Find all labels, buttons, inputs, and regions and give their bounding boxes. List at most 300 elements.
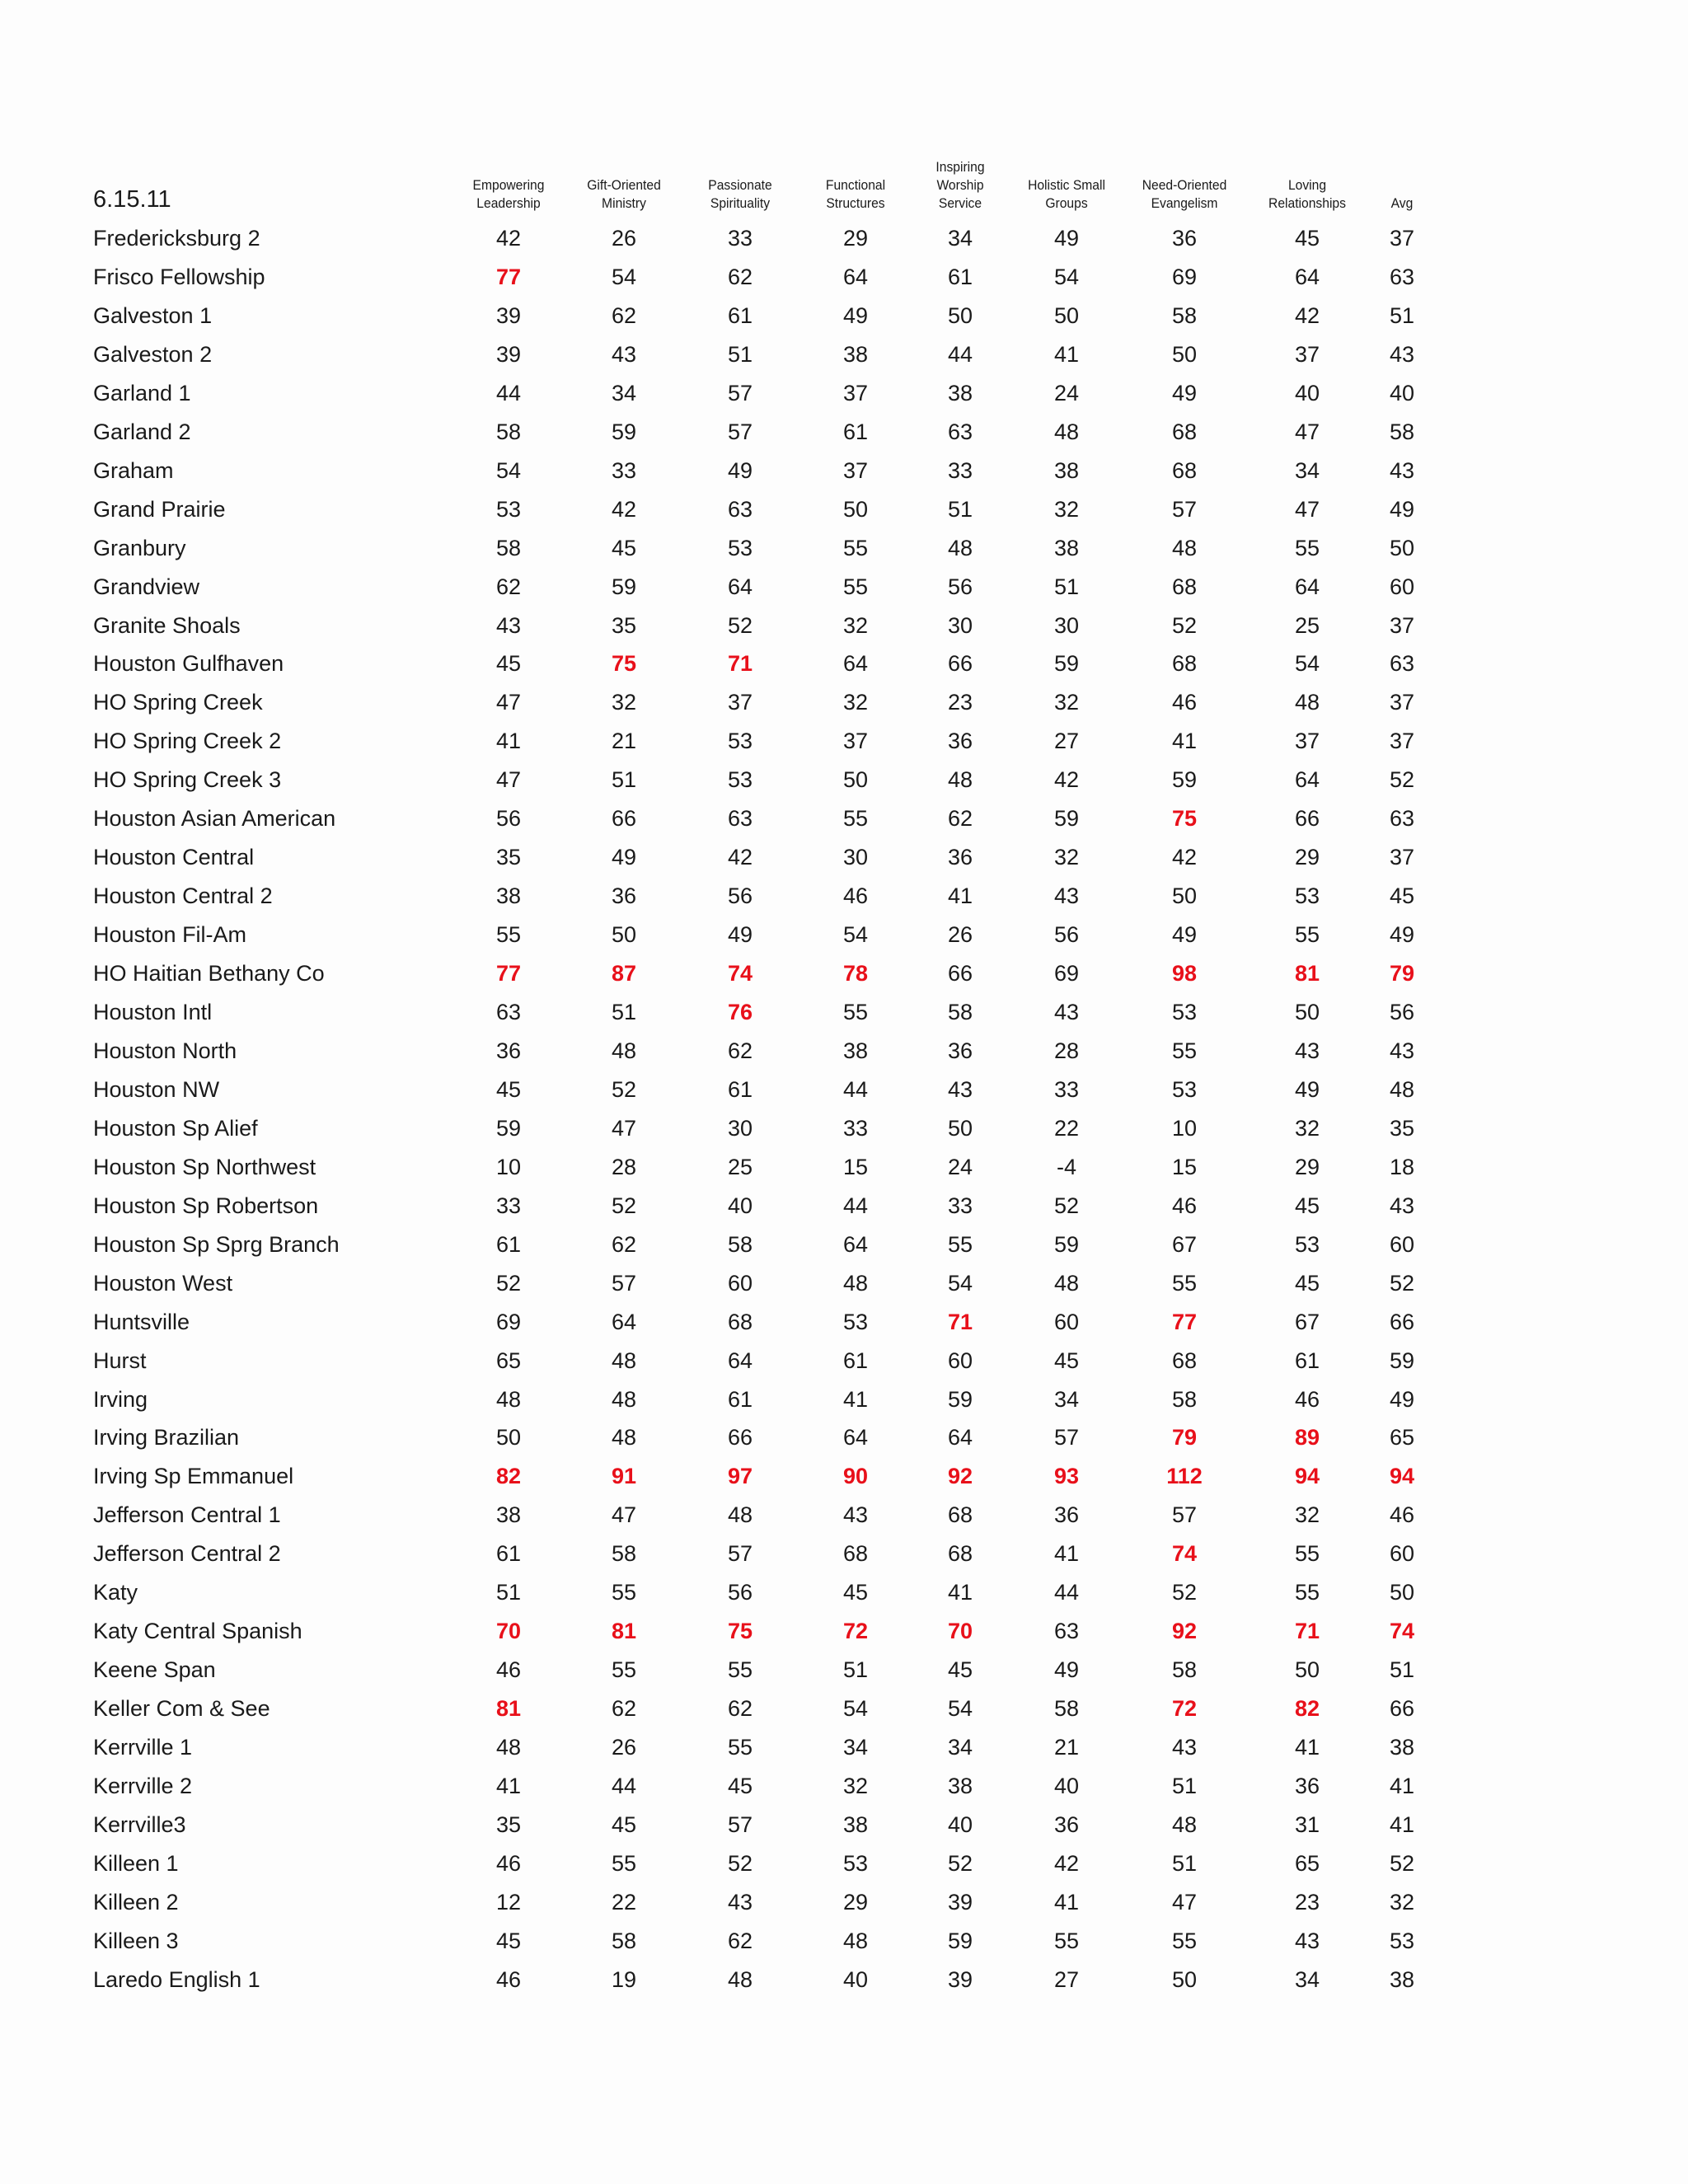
score-cell: 51 [947, 496, 973, 522]
avg-cell: 37 [1389, 690, 1415, 715]
score-cell: 51 [1053, 574, 1080, 599]
score-cell: 66 [727, 1425, 753, 1451]
score-cell: 53 [1171, 1076, 1198, 1102]
row-name: Kerrville 1 [93, 1735, 193, 1760]
score-cell: 59 [495, 1115, 522, 1141]
score-cell: 50 [947, 302, 973, 328]
score-cell: 43 [1171, 1735, 1198, 1760]
row-name: Hurst [93, 1347, 147, 1373]
score-cell: 42 [1294, 302, 1320, 328]
score-cell: 48 [1294, 690, 1320, 715]
score-cell: 27 [1053, 729, 1080, 754]
score-cell: 50 [611, 922, 637, 948]
avg-cell: 35 [1389, 1115, 1415, 1141]
score-cell: 36 [947, 1038, 973, 1063]
row-name: Fredericksburg 2 [93, 226, 260, 251]
score-cell: 47 [495, 767, 522, 793]
avg-cell: 94 [1389, 1464, 1415, 1489]
score-cell: 32 [842, 690, 869, 715]
score-cell: 90 [842, 1464, 869, 1489]
score-cell: 64 [1294, 767, 1320, 793]
score-cell: 44 [947, 341, 973, 367]
score-cell: 43 [947, 1076, 973, 1102]
score-cell: 63 [495, 1000, 522, 1024]
score-cell: 98 [1171, 961, 1198, 987]
score-cell: 92 [1171, 1619, 1198, 1644]
score-cell: 58 [611, 1541, 637, 1567]
score-cell: 53 [495, 496, 522, 522]
score-cell: 66 [947, 961, 973, 987]
avg-cell: 46 [1389, 1502, 1415, 1528]
score-cell: 32 [842, 1774, 869, 1798]
score-cell: 66 [611, 806, 637, 832]
score-cell: 37 [842, 380, 869, 405]
score-cell: 48 [495, 1386, 522, 1412]
score-cell: 43 [611, 341, 637, 367]
score-cell: 61 [495, 1231, 522, 1257]
column-header: Empowering Leadership [472, 177, 545, 211]
score-cell: 62 [611, 302, 637, 328]
score-cell: 62 [727, 1928, 753, 1953]
row-name: HO Spring Creek 3 [93, 767, 282, 793]
score-cell: 54 [611, 264, 637, 289]
score-cell: 29 [842, 226, 869, 251]
score-cell: 55 [1053, 1928, 1080, 1953]
score-cell: 15 [1171, 1154, 1198, 1179]
score-cell: 49 [1294, 1076, 1320, 1102]
score-cell: 58 [1171, 1386, 1198, 1412]
score-cell: 32 [1053, 496, 1080, 522]
score-cell: 48 [495, 1735, 522, 1760]
score-cell: 62 [727, 264, 753, 289]
score-cell: 58 [495, 419, 522, 444]
score-cell: 33 [947, 1193, 973, 1218]
score-cell: 43 [1053, 883, 1080, 909]
avg-cell: 43 [1389, 457, 1415, 483]
score-cell: 54 [947, 1270, 973, 1296]
avg-cell: 52 [1389, 767, 1415, 793]
score-cell: 61 [727, 1386, 753, 1412]
score-cell: 50 [1294, 1657, 1320, 1683]
score-cell: 64 [727, 1347, 753, 1373]
score-cell: 41 [842, 1386, 869, 1412]
score-cell: 24 [947, 1154, 973, 1179]
score-cell: 45 [947, 1657, 973, 1683]
row-name: Houston Fil-Am [93, 922, 247, 948]
row-name: Kerrville3 [93, 1811, 186, 1837]
score-cell: 48 [1171, 1811, 1198, 1837]
score-cell: 50 [1171, 883, 1198, 909]
column-header: Functional Structures [825, 177, 886, 211]
row-name: Keller Com & See [93, 1696, 270, 1722]
score-cell: 45 [611, 1811, 637, 1837]
avg-cell: 43 [1389, 341, 1415, 367]
column-header: Gift-Oriented Ministry [587, 177, 661, 211]
score-cell: 53 [727, 767, 753, 793]
avg-cell: 52 [1389, 1270, 1415, 1296]
row-name: Houston Central [93, 845, 255, 870]
score-cell: 24 [1053, 380, 1080, 405]
score-cell: 58 [1171, 1657, 1198, 1683]
score-cell: 45 [1053, 1347, 1080, 1373]
score-cell: 63 [727, 806, 753, 832]
score-cell: 53 [1171, 1000, 1198, 1024]
score-cell: 32 [1053, 690, 1080, 715]
score-cell: 56 [1053, 922, 1080, 948]
score-cell: 55 [947, 1231, 973, 1257]
avg-cell: 63 [1389, 651, 1415, 677]
score-cell: 56 [727, 883, 753, 909]
score-cell: 32 [611, 690, 637, 715]
score-cell: 46 [495, 1850, 522, 1876]
score-cell: 52 [1171, 1580, 1198, 1605]
row-name: Garland 2 [93, 419, 191, 444]
score-cell: 51 [727, 341, 753, 367]
score-cell: 35 [495, 845, 522, 870]
score-cell: 46 [1294, 1386, 1320, 1412]
row-name: HO Spring Creek 2 [93, 729, 282, 754]
score-cell: 61 [842, 1347, 869, 1373]
score-cell: 81 [495, 1696, 522, 1722]
row-name: Granbury [93, 535, 186, 560]
row-name: Grandview [93, 574, 200, 599]
avg-cell: 37 [1389, 226, 1415, 251]
score-cell: 36 [947, 729, 973, 754]
score-cell: 93 [1053, 1464, 1080, 1489]
score-cell: 40 [842, 1966, 869, 1992]
score-cell: 33 [1053, 1076, 1080, 1102]
score-cell: 55 [495, 922, 522, 948]
score-cell: 50 [842, 496, 869, 522]
score-cell: 40 [727, 1193, 753, 1218]
score-cell: 55 [1294, 535, 1320, 560]
avg-cell: 32 [1389, 1889, 1415, 1915]
score-cell: 58 [611, 1928, 637, 1953]
score-cell: 55 [1171, 1038, 1198, 1063]
row-name: Granite Shoals [93, 612, 241, 638]
score-cell: 44 [495, 380, 522, 405]
avg-cell: 66 [1389, 1696, 1415, 1722]
row-name: Jefferson Central 1 [93, 1502, 281, 1528]
score-cell: 41 [495, 729, 522, 754]
score-cell: 50 [947, 1115, 973, 1141]
score-cell: 47 [1171, 1889, 1198, 1915]
score-cell: 68 [947, 1502, 973, 1528]
score-cell: 42 [611, 496, 637, 522]
score-cell: 59 [1053, 1231, 1080, 1257]
score-cell: 63 [1053, 1619, 1080, 1644]
score-cell: 55 [611, 1657, 637, 1683]
score-cell: 42 [1053, 1850, 1080, 1876]
column-header: Avg [1390, 195, 1414, 211]
score-cell: 35 [495, 1811, 522, 1837]
score-cell: 25 [1294, 612, 1320, 638]
score-cell: 52 [727, 612, 753, 638]
score-cell: 55 [1294, 1580, 1320, 1605]
score-cell: 38 [842, 1038, 869, 1063]
score-cell: 26 [611, 226, 637, 251]
score-cell: 55 [1294, 922, 1320, 948]
score-cell: 68 [1171, 651, 1198, 677]
score-cell: 51 [842, 1657, 869, 1683]
score-cell: 66 [1294, 806, 1320, 832]
score-cell: 50 [495, 1425, 522, 1451]
avg-cell: 51 [1389, 302, 1415, 328]
score-cell: 45 [1294, 1193, 1320, 1218]
score-cell: 77 [495, 961, 522, 987]
score-cell: 91 [611, 1464, 637, 1489]
score-cell: 43 [727, 1889, 753, 1915]
score-cell: 47 [495, 690, 522, 715]
avg-cell: 41 [1389, 1811, 1415, 1837]
avg-cell: 79 [1389, 961, 1415, 987]
score-cell: 43 [1294, 1928, 1320, 1953]
score-cell: 45 [842, 1580, 869, 1605]
score-cell: 41 [1053, 1889, 1080, 1915]
score-cell: 36 [1053, 1502, 1080, 1528]
row-name: HO Haitian Bethany Co [93, 961, 325, 987]
row-name: Killeen 2 [93, 1889, 179, 1915]
score-cell: 64 [1294, 264, 1320, 289]
score-cell: 40 [947, 1811, 973, 1837]
score-cell: 57 [1171, 1502, 1198, 1528]
score-cell: 54 [842, 1696, 869, 1722]
row-name: Graham [93, 457, 174, 483]
avg-cell: 41 [1389, 1774, 1415, 1798]
score-cell: 70 [947, 1619, 973, 1644]
avg-cell: 43 [1389, 1038, 1415, 1063]
score-cell: 33 [842, 1115, 869, 1141]
score-cell: 64 [842, 1231, 869, 1257]
score-cell: 22 [1053, 1115, 1080, 1141]
avg-cell: 37 [1389, 845, 1415, 870]
score-cell: 21 [611, 729, 637, 754]
avg-cell: 40 [1389, 380, 1415, 405]
score-cell: 43 [842, 1502, 869, 1528]
score-cell: 51 [611, 767, 637, 793]
score-cell: 64 [842, 651, 869, 677]
score-cell: 45 [495, 1928, 522, 1953]
score-cell: 77 [1171, 1309, 1198, 1334]
score-cell: 62 [495, 574, 522, 599]
score-cell: 38 [1053, 535, 1080, 560]
score-cell: 52 [947, 1850, 973, 1876]
score-cell: 34 [1294, 457, 1320, 483]
score-cell: 45 [495, 1076, 522, 1102]
score-cell: 55 [1171, 1928, 1198, 1953]
score-cell: 62 [611, 1696, 637, 1722]
score-cell: 44 [842, 1076, 869, 1102]
score-cell: 57 [727, 380, 753, 405]
score-cell: 55 [842, 806, 869, 832]
score-cell: 38 [1053, 457, 1080, 483]
score-cell: 42 [727, 845, 753, 870]
avg-cell: 59 [1389, 1347, 1415, 1373]
row-name: Galveston 1 [93, 302, 213, 328]
score-cell: 49 [1171, 922, 1198, 948]
sheet-date: 6.15.11 [93, 186, 171, 213]
score-cell: 41 [1053, 1541, 1080, 1567]
score-cell: 19 [611, 1966, 637, 1992]
score-cell: 43 [495, 612, 522, 638]
score-cell: 53 [842, 1850, 869, 1876]
score-cell: 28 [1053, 1038, 1080, 1063]
avg-cell: 49 [1389, 922, 1415, 948]
score-cell: 55 [1171, 1270, 1198, 1296]
score-cell: 36 [1171, 226, 1198, 251]
score-cell: 49 [1053, 1657, 1080, 1683]
score-cell: 81 [1294, 961, 1320, 987]
score-cell: 47 [1294, 419, 1320, 444]
score-cell: 59 [611, 574, 637, 599]
score-cell: 65 [1294, 1850, 1320, 1876]
avg-cell: 66 [1389, 1309, 1415, 1334]
row-name: Killeen 3 [93, 1928, 179, 1953]
row-name: Huntsville [93, 1309, 190, 1334]
avg-cell: 37 [1389, 612, 1415, 638]
score-cell: 54 [947, 1696, 973, 1722]
score-cell: 75 [727, 1619, 753, 1644]
score-cell: 69 [495, 1309, 522, 1334]
score-cell: 74 [1171, 1541, 1198, 1567]
score-cell: 62 [727, 1696, 753, 1722]
score-cell: 97 [727, 1464, 753, 1489]
score-cell: 55 [727, 1657, 753, 1683]
score-cell: 36 [947, 845, 973, 870]
row-name: Grand Prairie [93, 496, 226, 522]
score-cell: 38 [947, 380, 973, 405]
score-cell: 61 [727, 1076, 753, 1102]
score-cell: 60 [1053, 1309, 1080, 1334]
score-cell: 51 [495, 1580, 522, 1605]
score-cell: 15 [842, 1154, 869, 1179]
score-cell: 12 [495, 1889, 522, 1915]
score-cell: 72 [1171, 1696, 1198, 1722]
score-cell: 61 [842, 419, 869, 444]
column-header: Inspiring Worship Service [935, 159, 985, 211]
avg-cell: 43 [1389, 1193, 1415, 1218]
score-cell: 38 [842, 1811, 869, 1837]
score-cell: 75 [1171, 806, 1198, 832]
score-cell: 53 [1294, 883, 1320, 909]
score-cell: 39 [947, 1966, 973, 1992]
avg-cell: 58 [1389, 419, 1415, 444]
score-cell: 23 [947, 690, 973, 715]
score-cell: 25 [727, 1154, 753, 1179]
row-name: Irving [93, 1386, 148, 1412]
score-cell: 71 [947, 1309, 973, 1334]
score-cell: 27 [1053, 1966, 1080, 1992]
score-cell: 55 [842, 574, 869, 599]
score-cell: 49 [1171, 380, 1198, 405]
avg-cell: 56 [1389, 1000, 1415, 1024]
score-cell: 29 [1294, 1154, 1320, 1179]
score-cell: 55 [842, 535, 869, 560]
score-cell: 64 [842, 264, 869, 289]
row-name: Katy [93, 1580, 138, 1605]
score-cell: 34 [842, 1735, 869, 1760]
score-cell: -4 [1056, 1154, 1076, 1179]
avg-cell: 45 [1389, 883, 1415, 909]
score-cell: 37 [842, 457, 869, 483]
score-cell: 71 [1294, 1619, 1320, 1644]
score-cell: 33 [495, 1193, 522, 1218]
column-header: Passionate Spirituality [708, 177, 772, 211]
score-cell: 39 [495, 341, 522, 367]
score-cell: 57 [727, 1541, 753, 1567]
score-cell: 34 [947, 226, 973, 251]
score-cell: 32 [1294, 1115, 1320, 1141]
score-cell: 74 [727, 961, 753, 987]
score-cell: 45 [495, 651, 522, 677]
score-cell: 46 [842, 883, 869, 909]
score-cell: 82 [1294, 1696, 1320, 1722]
column-header: Holistic Small Groups [1028, 177, 1105, 211]
score-cell: 52 [611, 1193, 637, 1218]
score-cell: 61 [495, 1541, 522, 1567]
row-name: Houston Intl [93, 1000, 213, 1024]
row-name: HO Spring Creek [93, 690, 263, 715]
score-cell: 67 [1171, 1231, 1198, 1257]
score-cell: 89 [1294, 1425, 1320, 1451]
score-cell: 51 [611, 1000, 637, 1024]
score-cell: 64 [611, 1309, 637, 1334]
score-cell: 53 [727, 535, 753, 560]
score-cell: 58 [727, 1231, 753, 1257]
score-cell: 48 [842, 1270, 869, 1296]
score-cell: 72 [842, 1619, 869, 1644]
score-cell: 41 [1171, 729, 1198, 754]
score-cell: 36 [1053, 1811, 1080, 1837]
score-cell: 56 [495, 806, 522, 832]
score-cell: 56 [947, 574, 973, 599]
score-cell: 48 [611, 1425, 637, 1451]
score-cell: 48 [842, 1928, 869, 1953]
score-cell: 49 [1053, 226, 1080, 251]
score-cell: 62 [947, 806, 973, 832]
row-name: Jefferson Central 2 [93, 1541, 281, 1567]
score-cell: 69 [1053, 961, 1080, 987]
score-cell: 48 [1053, 419, 1080, 444]
avg-cell: 37 [1389, 729, 1415, 754]
score-cell: 41 [947, 1580, 973, 1605]
score-cell: 33 [947, 457, 973, 483]
score-cell: 61 [947, 264, 973, 289]
avg-cell: 51 [1389, 1657, 1415, 1683]
score-cell: 64 [1294, 574, 1320, 599]
score-cell: 54 [1053, 264, 1080, 289]
avg-cell: 60 [1389, 1541, 1415, 1567]
score-cell: 42 [495, 226, 522, 251]
score-cell: 67 [1294, 1309, 1320, 1334]
score-cell: 58 [495, 535, 522, 560]
score-cell: 38 [842, 341, 869, 367]
score-cell: 51 [1171, 1850, 1198, 1876]
score-cell: 30 [727, 1115, 753, 1141]
score-cell: 56 [727, 1580, 753, 1605]
score-cell: 55 [727, 1735, 753, 1760]
score-cell: 50 [1171, 341, 1198, 367]
score-cell: 39 [495, 302, 522, 328]
score-cell: 47 [611, 1115, 637, 1141]
score-cell: 45 [727, 1774, 753, 1798]
row-name: Houston Sp Sprg Branch [93, 1231, 340, 1257]
score-cell: 92 [947, 1464, 973, 1489]
score-cell: 50 [842, 767, 869, 793]
score-cell: 36 [1294, 1774, 1320, 1798]
row-name: Houston Asian American [93, 806, 336, 832]
score-cell: 34 [1294, 1966, 1320, 1992]
